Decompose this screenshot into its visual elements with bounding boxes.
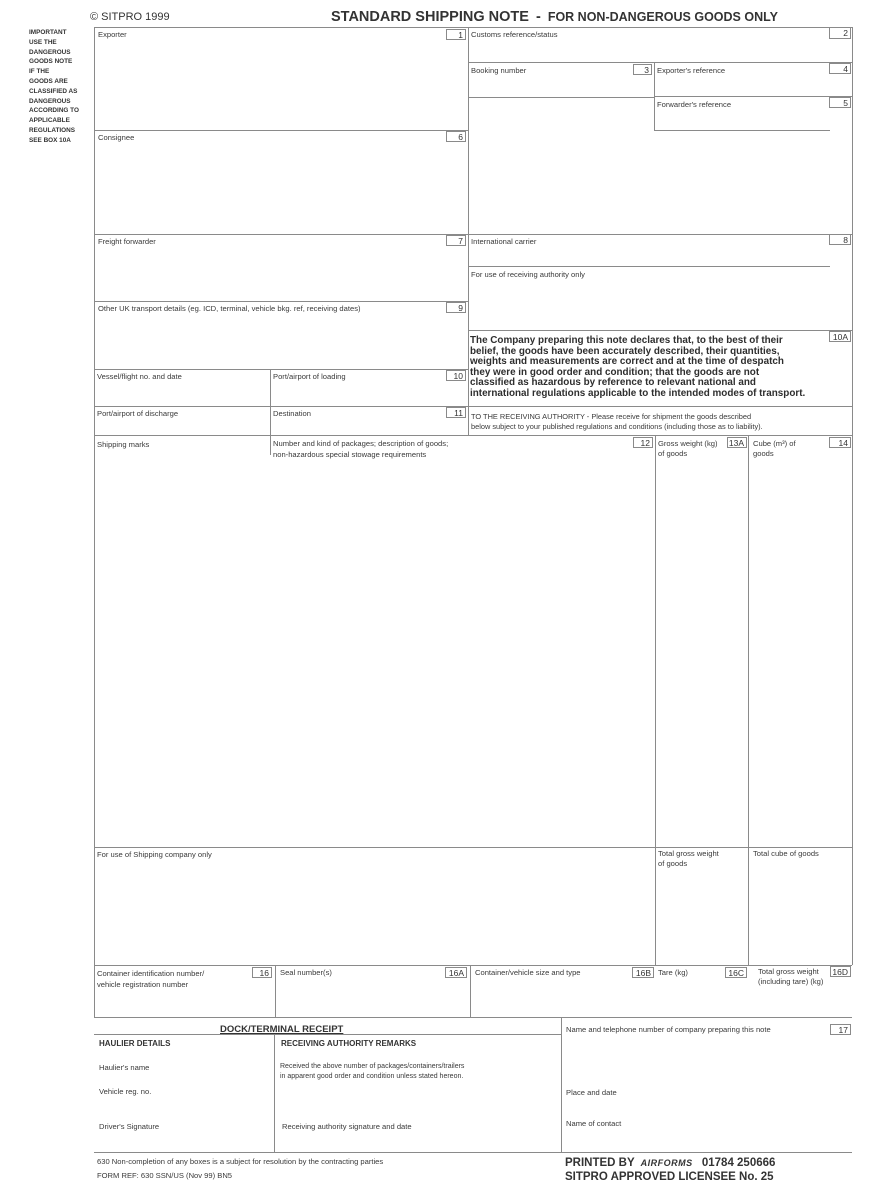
container-id-label [97, 969, 204, 990]
box-number-4: 4 [829, 63, 851, 74]
freight-forwarder-field[interactable] [95, 248, 467, 300]
box-number-2: 2 [829, 27, 851, 39]
container-size-field[interactable] [471, 980, 654, 1016]
vessel-field[interactable] [95, 383, 269, 405]
company-name-phone-label: Name and telephone number of company preparing this note [566, 1025, 771, 1034]
port-discharge-field[interactable] [95, 420, 269, 434]
total-cube-label: Total cube of goods [753, 849, 819, 858]
declaration-line: they were in good order and condition; that the goods are not [470, 366, 760, 378]
exporters-reference-field[interactable] [655, 77, 851, 95]
international-carrier-label: International carrier [471, 237, 537, 246]
warning-line: GOODS ARE [29, 77, 68, 85]
warning-line: REGULATIONS [29, 126, 76, 134]
company-declaration [470, 336, 805, 400]
declaration-line: international regulations applicable to the intended modes of transport. [470, 387, 806, 399]
place-date-label: Place and date [566, 1088, 617, 1097]
warning-line: DANGEROUS [29, 97, 71, 105]
booking-number-field[interactable] [469, 77, 653, 96]
form-reference: FORM REF: 630 SSN/US (Nov 99) BN5 [97, 1171, 233, 1180]
customs-reference-label: Customs reference/status [471, 30, 558, 39]
box-number-16a: 16A [445, 967, 467, 978]
box-number-1: 1 [446, 29, 466, 40]
exporter-field[interactable] [95, 40, 467, 129]
printer-phone: 01784 250666 [701, 1157, 776, 1169]
consignee-field[interactable] [95, 144, 467, 233]
box-number-14: 14 [829, 437, 851, 448]
gross-weight-field[interactable] [656, 462, 747, 846]
non-completion-note: 630 Non-completion of any boxes is a subject for resolution by the contracting parties [97, 1157, 384, 1166]
warning-line: DANGEROUS [29, 48, 71, 56]
gross-weight-line: of goods [658, 449, 688, 458]
exporter-label: Exporter [98, 30, 127, 39]
box-number-11: 11 [446, 407, 466, 418]
warning-line: GOODS NOTE [29, 58, 73, 66]
total-gross-weight-field[interactable] [656, 870, 747, 964]
cube-label [753, 439, 796, 459]
total-gross-weight-label [658, 849, 719, 869]
authority-signature-field[interactable] [276, 1133, 560, 1151]
warning-line: APPLICABLE [29, 117, 70, 125]
shipping-marks-label: Shipping marks [97, 440, 150, 449]
request-line: below subject to your published regulations and conditions (including those as to liability). [471, 421, 763, 431]
received-statement [280, 1062, 464, 1082]
haulier-name-label: Haulier's name [99, 1063, 150, 1072]
warning-line: SEE BOX 10A [29, 136, 71, 144]
customs-reference-field[interactable] [469, 40, 851, 61]
box-number-17: 17 [830, 1024, 851, 1035]
authority-signature-label: Receiving authority signature and date [282, 1122, 412, 1131]
freight-forwarder-label: Freight forwarder [98, 237, 156, 246]
container-id-line: Container identification number/ [97, 969, 205, 978]
cube-field[interactable] [749, 462, 851, 846]
box-number-16: 16 [252, 967, 272, 978]
gross-weight-label [658, 439, 718, 459]
warning-line: IF THE [29, 68, 50, 76]
receipt-title: DOCK/TERMINAL RECEIPT [220, 1024, 344, 1035]
container-id-line: vehicle registration number [97, 979, 189, 989]
uk-transport-field[interactable] [95, 315, 467, 368]
haulier-details-heading: HAULIER DETAILS [99, 1039, 171, 1048]
name-of-contact-field[interactable] [563, 1129, 851, 1151]
declaration-line: belief, the goods have been accurately described, their quantities, [470, 345, 780, 357]
goods-description-field[interactable] [95, 462, 654, 846]
destination-field[interactable] [271, 420, 467, 434]
warning-line: ACCORDING TO [29, 107, 79, 115]
total-gross-incl-tare-line: (including tare) (kg) [758, 977, 824, 986]
form-subtitle: FOR NON-DANGEROUS GOODS ONLY [547, 10, 778, 24]
form-title-dash: - [535, 9, 541, 25]
approved-licensee: SITPRO APPROVED LICENSEE No. 25 [565, 1171, 774, 1183]
box-number-9: 9 [446, 302, 466, 313]
destination-label: Destination [273, 409, 311, 418]
box-number-16d: 16D [830, 966, 851, 977]
total-gross-incl-tare-line: Total gross weight [758, 967, 819, 976]
vessel-label: Vessel/flight no. and date [97, 372, 182, 381]
received-line: in apparent good order and condition unless stated hereon. [280, 1073, 464, 1080]
airforms-logo: AIRFORMS [640, 1158, 693, 1168]
tare-field[interactable] [656, 980, 747, 1016]
consignee-label: Consignee [98, 133, 135, 142]
seal-numbers-field[interactable] [276, 980, 469, 1016]
printed-by-label: PRINTED BY [565, 1157, 635, 1169]
uk-transport-label: Other UK transport details (eg. ICD, terminal, vehicle bkg. ref, receiving dates) [98, 304, 361, 313]
total-cube-field[interactable] [749, 862, 851, 964]
declaration-line: The Company preparing this note declares that, to the best of their [470, 335, 783, 346]
vehicle-reg-field[interactable] [165, 1082, 272, 1100]
total-gross-weight-line: Total gross weight [658, 849, 719, 858]
seal-numbers-label: Seal number(s) [280, 968, 332, 977]
haulier-name-field[interactable] [160, 1058, 272, 1076]
total-gross-incl-tare-label [758, 967, 823, 987]
box-number-3: 3 [633, 64, 652, 75]
received-line: Received the above number of packages/containers/trailers [280, 1063, 465, 1070]
packages-description-label [273, 439, 448, 460]
receiving-authority-field[interactable] [469, 280, 851, 329]
warning-line: USE THE [29, 38, 57, 46]
driver-signature-label: Driver's Signature [99, 1122, 160, 1131]
declaration-line: classified as hazardous by reference to relevant national and [470, 377, 756, 389]
declaration-line: weights and measurements are correct and at the time of despatch [470, 356, 784, 368]
port-loading-field[interactable] [271, 383, 467, 405]
gross-weight-line: Gross weight (kg) [658, 439, 718, 448]
packages-line: non-hazardous special stowage requirements [273, 449, 427, 459]
vehicle-reg-label: Vehicle reg. no. [99, 1087, 152, 1096]
box-number-16c: 16C [725, 967, 747, 978]
box-number-12: 12 [633, 437, 653, 448]
printer-credit [565, 1157, 775, 1169]
box-number-6: 6 [446, 131, 466, 142]
total-gross-incl-tare-field[interactable] [749, 990, 851, 1016]
receiving-authority-label: For use of receiving authority only [471, 270, 585, 279]
container-id-field[interactable] [95, 990, 274, 1016]
receiving-authority-request [471, 412, 763, 431]
place-date-field[interactable] [563, 1098, 851, 1114]
warning-line: CLASSIFIED AS [29, 87, 78, 95]
company-name-phone-field[interactable] [563, 1037, 851, 1083]
forwarders-reference-field[interactable] [655, 110, 829, 129]
exporters-reference-label: Exporter's reference [657, 66, 726, 75]
container-size-label: Container/vehicle size and type [475, 968, 581, 977]
total-gross-weight-line: of goods [658, 859, 688, 868]
port-discharge-label: Port/airport of discharge [97, 409, 179, 418]
shipping-company-label: For use of Shipping company only [97, 850, 212, 859]
box-number-13a: 13A [727, 437, 747, 448]
packages-line: Number and kind of packages; description of goods; [273, 439, 449, 448]
copyright-notice: © SITPRO 1999 [90, 11, 170, 23]
booking-number-label: Booking number [471, 66, 527, 75]
driver-signature-field[interactable] [172, 1112, 272, 1142]
box-number-10a: 10A [829, 331, 851, 342]
box-number-10: 10 [446, 370, 466, 381]
dangerous-goods-warning [29, 28, 79, 146]
warning-line: IMPORTANT [29, 29, 67, 36]
cube-line: Cube (m³) of [753, 439, 796, 448]
request-line: TO THE RECEIVING AUTHORITY - Please receive for shipment the goods described [471, 412, 752, 421]
box-number-5: 5 [829, 97, 851, 108]
cube-line: goods [753, 449, 774, 458]
shipping-company-field[interactable] [95, 862, 654, 964]
name-of-contact-label: Name of contact [566, 1119, 622, 1128]
form-title-main: STANDARD SHIPPING NOTE [331, 9, 529, 25]
receiving-authority-remarks-heading: RECEIVING AUTHORITY REMARKS [281, 1039, 417, 1048]
international-carrier-field[interactable] [469, 248, 851, 265]
forwarders-reference-label: Forwarder's reference [657, 100, 732, 109]
receiving-authority-remarks-field[interactable] [276, 1084, 560, 1116]
box-number-7: 7 [446, 235, 466, 246]
form-title [331, 9, 778, 25]
tare-label: Tare (kg) [658, 968, 688, 977]
box-number-16b: 16B [632, 967, 654, 978]
box-number-8: 8 [829, 234, 851, 245]
port-loading-label: Port/airport of loading [273, 372, 346, 381]
